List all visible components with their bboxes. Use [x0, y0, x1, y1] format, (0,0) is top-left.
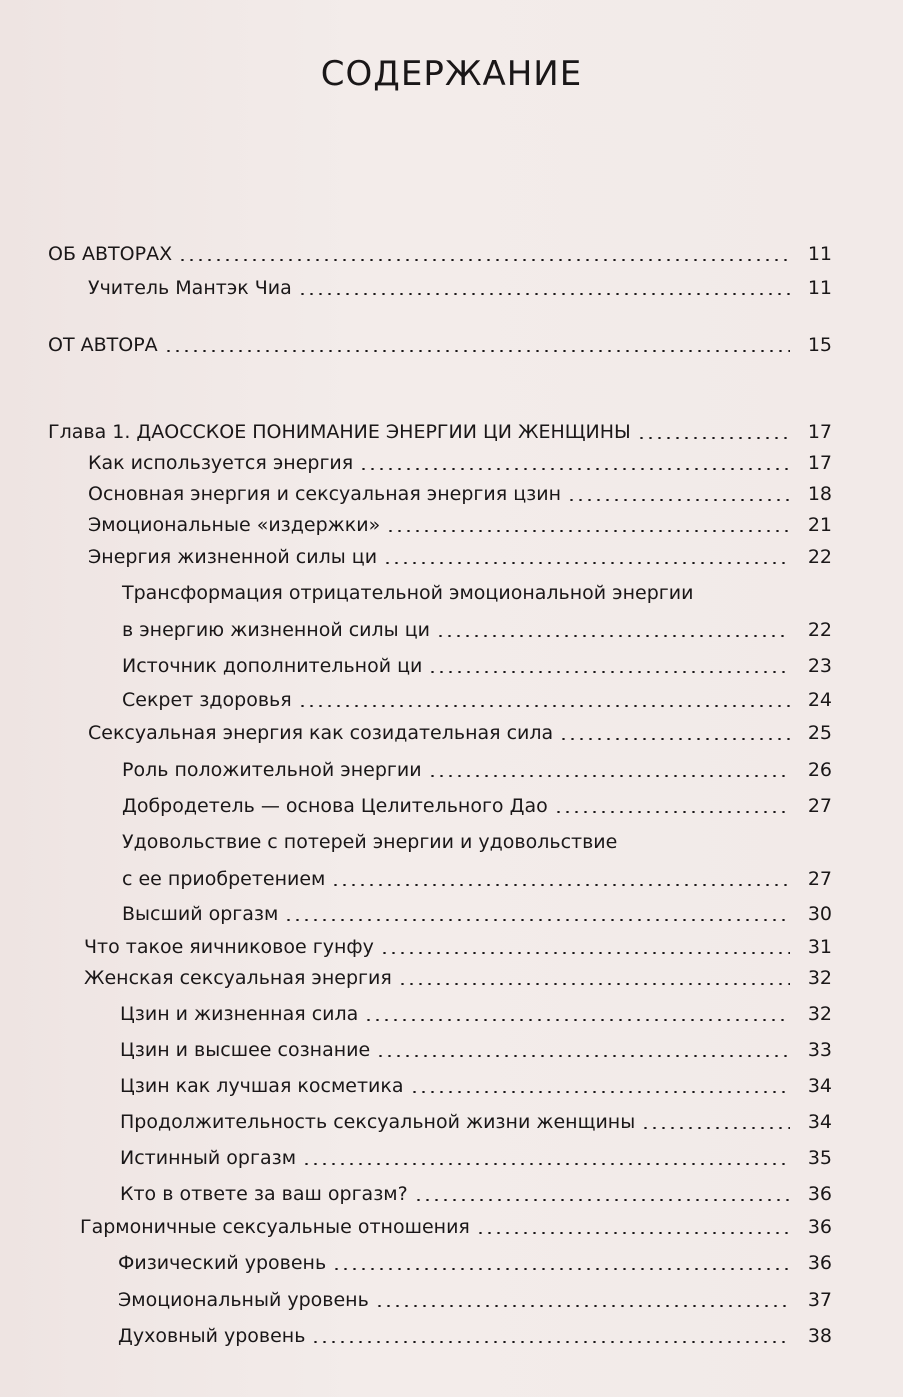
dot-leader	[298, 293, 790, 295]
toc-entry	[122, 581, 832, 605]
dot-leader	[386, 530, 790, 532]
toc-entry-label: Эмоциональные «издержки»	[88, 514, 381, 536]
toc-entry-page-number: 33	[807, 1039, 832, 1061]
toc-entry-label: Основная энергия и сексуальная энергия цзин	[88, 483, 561, 505]
dot-leader	[364, 1019, 790, 1021]
toc-entry-label: с ее приобретением	[122, 868, 326, 890]
toc-entry	[120, 1038, 832, 1062]
toc-entry-label: Продолжительность сексуальной жизни женщины	[120, 1111, 636, 1133]
toc-entry	[88, 545, 832, 569]
toc-entry	[88, 276, 832, 300]
dot-leader	[311, 1341, 790, 1343]
dot-leader	[284, 919, 790, 921]
toc-entry-page-number: 15	[807, 334, 832, 356]
toc-entry-label: Высший оргазм	[122, 903, 279, 925]
dot-leader	[302, 1163, 790, 1165]
toc-entry-label: Цзин и жизненная сила	[120, 1003, 359, 1025]
toc-entry-label: Энергия жизненной силы ци	[88, 546, 378, 568]
toc-entry-page-number: 27	[807, 795, 832, 817]
toc-entry-page-number: 11	[807, 277, 832, 299]
toc-entry	[84, 935, 832, 959]
dot-leader	[398, 983, 790, 985]
toc-entry	[122, 758, 832, 782]
toc-entry	[88, 451, 832, 475]
toc-entry	[88, 721, 832, 745]
toc-entry	[48, 242, 832, 266]
toc-entry-page-number: 34	[807, 1075, 832, 1097]
toc-entry-label: ОБ АВТОРАХ	[48, 243, 173, 265]
toc-entry	[122, 830, 832, 854]
dot-leader	[298, 705, 790, 707]
toc-entry-page-number: 26	[807, 759, 832, 781]
toc-entry-label: Что такое яичниковое гунфу	[84, 936, 374, 958]
toc-entry	[120, 1182, 832, 1206]
toc-entry-label: Учитель Мантэк Чиа	[88, 277, 292, 299]
toc-entry-label: Духовный уровень	[118, 1325, 306, 1347]
dot-leader	[414, 1199, 790, 1201]
toc-entry	[118, 1251, 832, 1275]
toc-entry-label: Глава 1. ДАОССКОЕ ПОНИМАНИЕ ЭНЕРГИИ ЦИ ЖЕНЩИНЫ	[48, 421, 631, 443]
toc-entry-label: Женская сексуальная энергия	[84, 967, 392, 989]
toc-entry-label: Цзин как лучшая косметика	[120, 1075, 404, 1097]
dot-leader	[554, 811, 790, 813]
toc-entry-label: Источник дополнительной ци	[122, 655, 423, 677]
toc-entry-label: Удовольствие с потерей энергии и удовольствие	[122, 831, 618, 853]
dot-leader	[428, 671, 790, 673]
toc-entry-page-number: 36	[807, 1216, 832, 1238]
toc-entry-page-number: 35	[807, 1147, 832, 1169]
toc-entry	[48, 333, 832, 357]
toc-entry-label: Секрет здоровья	[122, 689, 292, 711]
toc-entry	[122, 867, 832, 891]
toc-entry-page-number: 22	[807, 546, 832, 568]
dot-leader	[359, 468, 790, 470]
toc-entry-page-number: 32	[807, 1003, 832, 1025]
toc-entry-label: Трансформация отрицательной эмоциональной энергии	[122, 582, 694, 604]
toc-entry	[120, 1110, 832, 1134]
toc-entry-label: Роль положительной энергии	[122, 759, 422, 781]
toc-entry	[118, 1324, 832, 1348]
toc-entry-page-number: 38	[807, 1325, 832, 1347]
dot-leader	[410, 1091, 790, 1093]
toc-entry	[120, 1146, 832, 1170]
toc-entry-label: Гармоничные сексуальные отношения	[80, 1216, 470, 1238]
dot-leader	[428, 775, 790, 777]
toc-entry-label: Эмоциональный уровень	[118, 1289, 369, 1311]
dot-leader	[331, 884, 790, 886]
toc-entry	[118, 1288, 832, 1312]
dot-leader	[164, 350, 790, 352]
toc-entry	[120, 1002, 832, 1026]
toc-entry-label: в энергию жизненной силы ци	[122, 619, 430, 641]
page-title: СОДЕРЖАНИЕ	[320, 54, 583, 94]
toc-entry	[122, 654, 832, 678]
dot-leader	[178, 259, 790, 261]
dot-leader	[332, 1268, 790, 1270]
toc-entry-label: Как используется энергия	[88, 452, 354, 474]
toc-entry-page-number: 34	[807, 1111, 832, 1133]
toc-entry-page-number: 32	[807, 967, 832, 989]
toc-entry-page-number: 17	[807, 452, 832, 474]
toc-entry	[88, 482, 832, 506]
dot-leader	[559, 738, 790, 740]
dot-leader	[567, 499, 790, 501]
toc-entry-label: Физический уровень	[118, 1252, 327, 1274]
dot-leader	[637, 437, 790, 439]
toc-entry-page-number: 18	[807, 483, 832, 505]
dot-leader	[436, 635, 790, 637]
toc-entry	[88, 513, 832, 537]
toc-entry-page-number: 21	[807, 514, 832, 536]
toc-entry-page-number: 23	[807, 655, 832, 677]
toc-entry-label: Сексуальная энергия как созидательная сила	[88, 722, 554, 744]
dot-leader	[383, 562, 790, 564]
toc-entry-page-number: 17	[807, 421, 832, 443]
toc-entry-page-number: 36	[807, 1183, 832, 1205]
toc-entry-page-number: 30	[807, 903, 832, 925]
toc-entry-page-number: 27	[807, 868, 832, 890]
toc-entry-page-number: 25	[807, 722, 832, 744]
toc-entry-page-number: 24	[807, 689, 832, 711]
toc-entry	[84, 966, 832, 990]
toc-entry-label: Кто в ответе за ваш оргазм?	[120, 1183, 408, 1205]
toc-entry-page-number: 31	[807, 936, 832, 958]
dot-leader	[375, 1305, 790, 1307]
toc-entry	[122, 794, 832, 818]
toc-entry	[122, 618, 832, 642]
dot-leader	[641, 1127, 790, 1129]
toc-entry-page-number: 36	[807, 1252, 832, 1274]
toc-entry-label: ОТ АВТОРА	[48, 334, 158, 356]
toc-entry-label: Добродетель — основа Целительного Дао	[122, 795, 548, 817]
dot-leader	[376, 1055, 790, 1057]
toc-entry-label: Цзин и высшее сознание	[120, 1039, 371, 1061]
toc-entry	[120, 1074, 832, 1098]
dot-leader	[476, 1232, 790, 1234]
toc-entry-label: Истинный оргазм	[120, 1147, 297, 1169]
toc-entry-page-number: 37	[807, 1289, 832, 1311]
toc-entry-page-number: 22	[807, 619, 832, 641]
toc-entry	[80, 1215, 832, 1239]
toc-entry	[48, 420, 832, 444]
dot-leader	[380, 952, 790, 954]
toc-entry	[122, 688, 832, 712]
toc-entry	[122, 902, 832, 926]
toc-entry-page-number: 11	[807, 243, 832, 265]
